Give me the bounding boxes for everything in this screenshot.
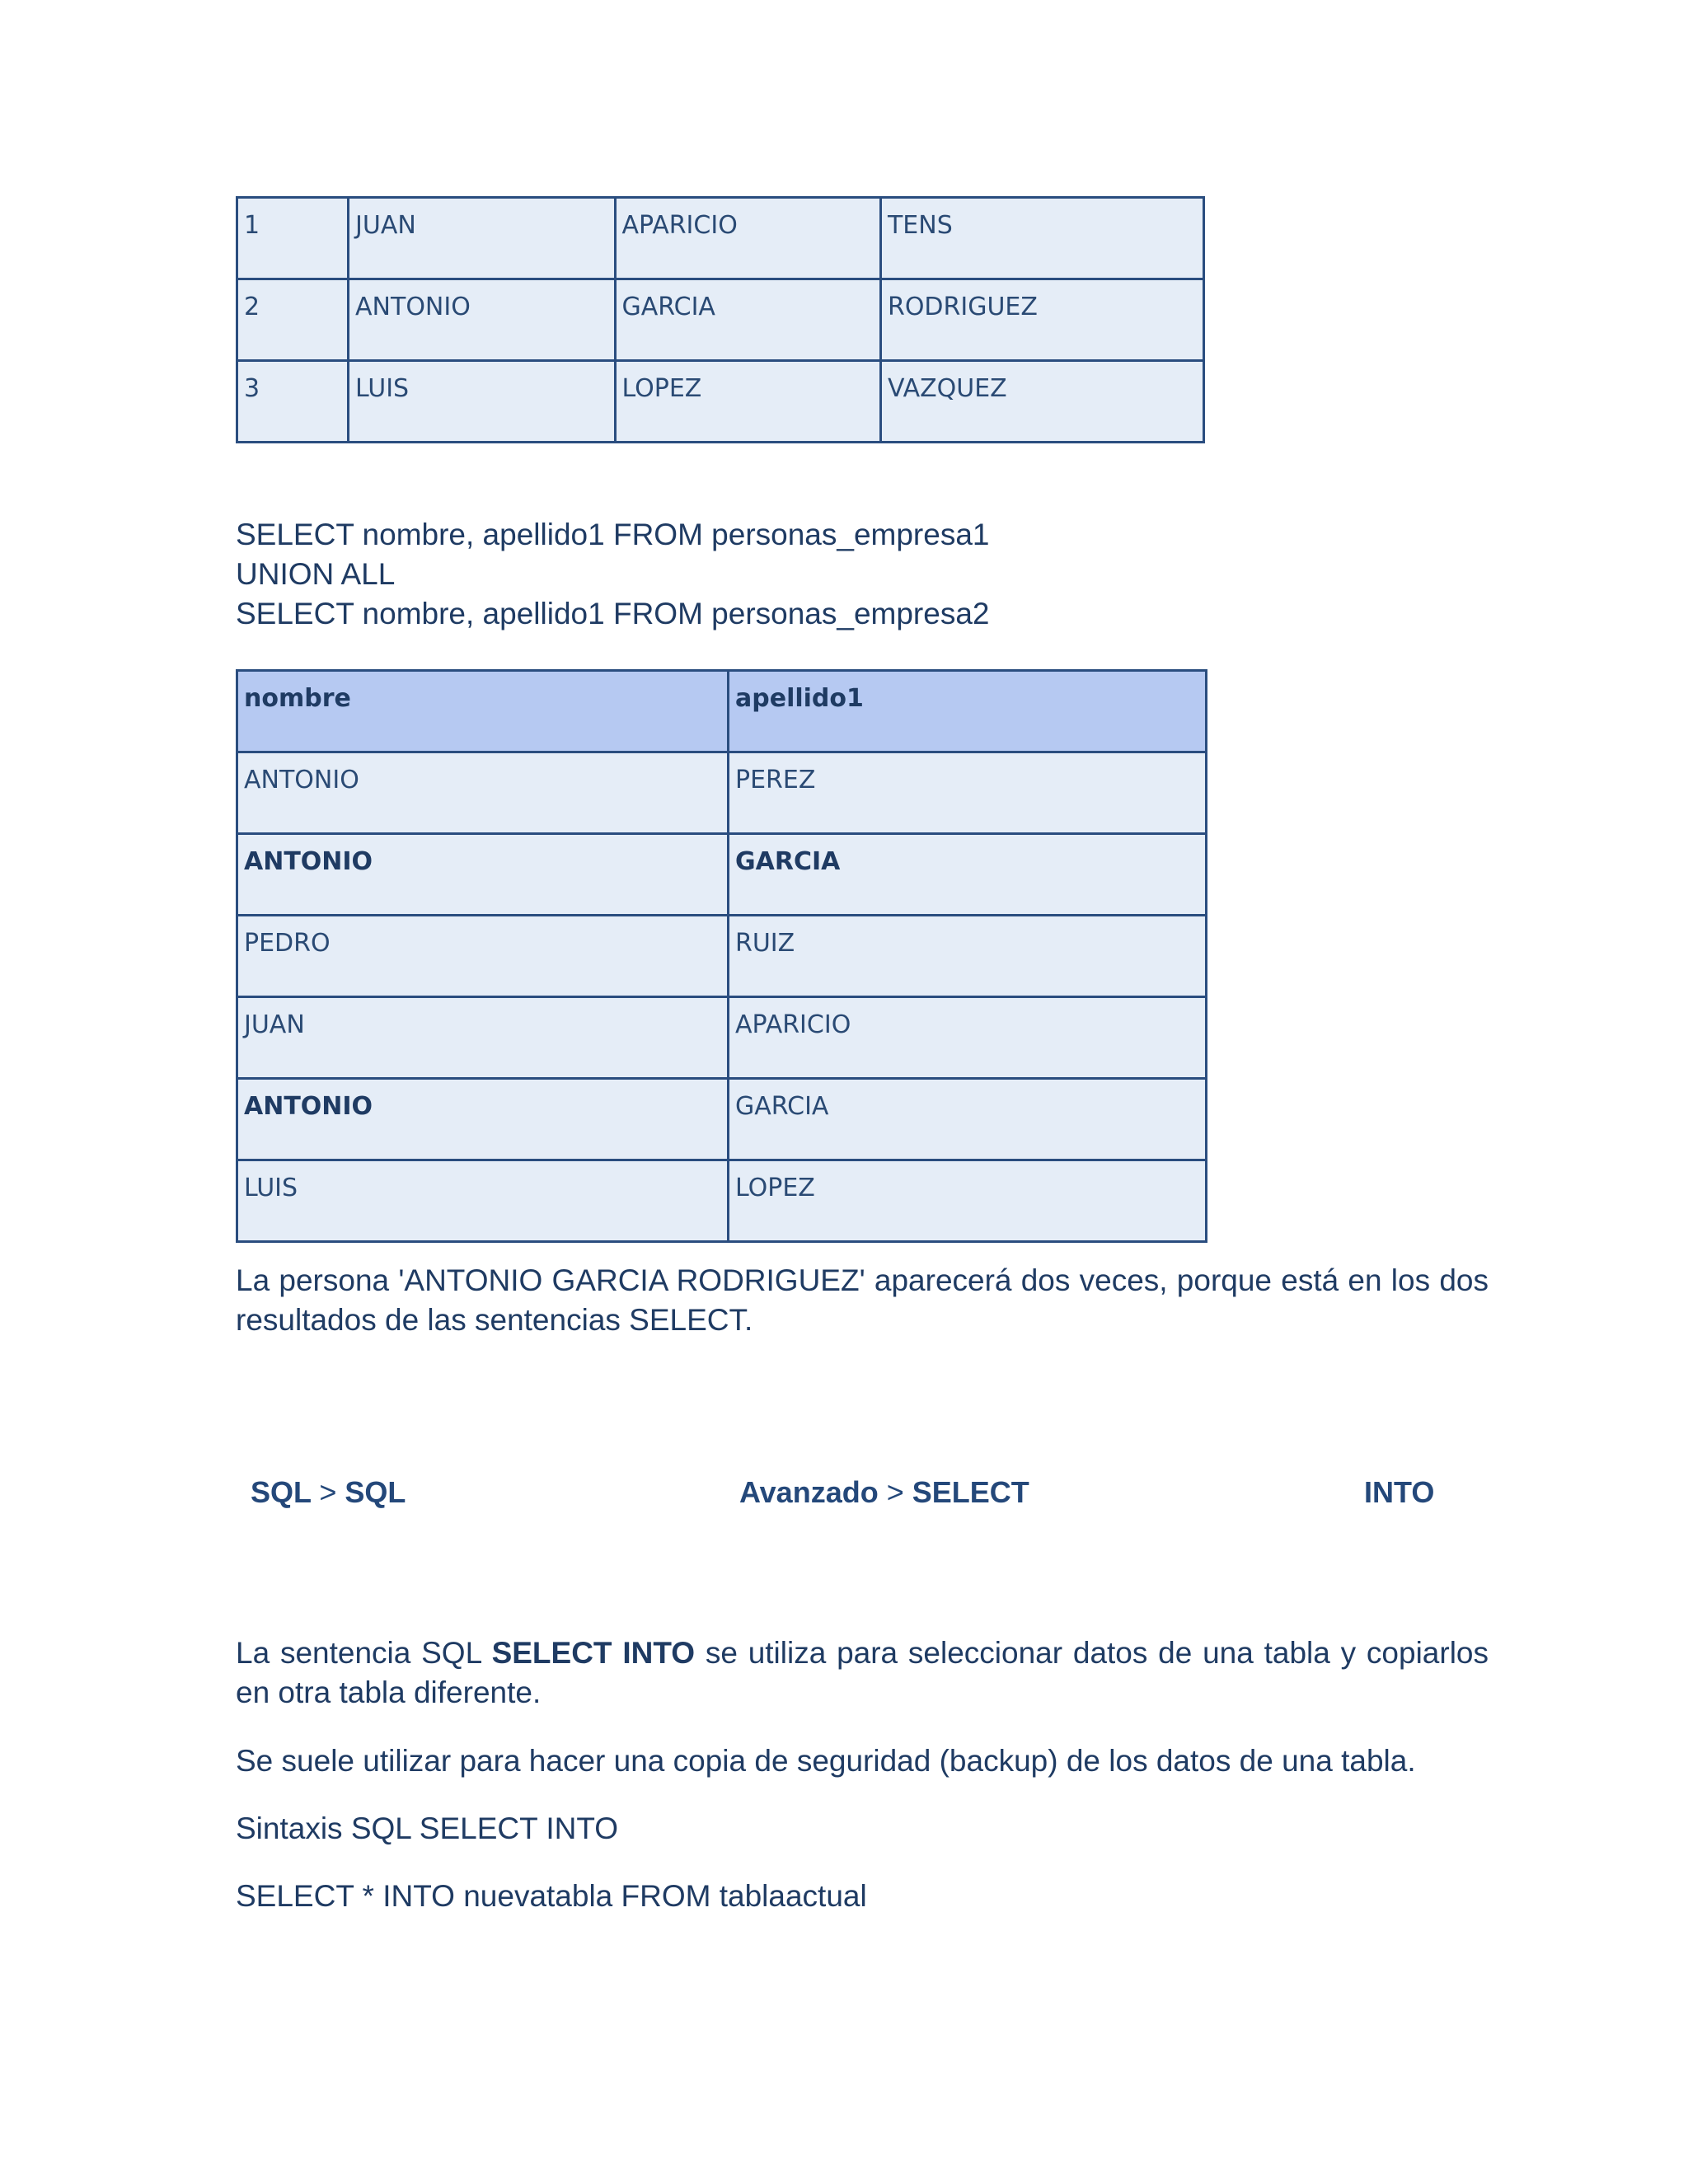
table-cell bbox=[880, 198, 1203, 279]
cell-text: 1 bbox=[244, 211, 260, 240]
query-line: SELECT nombre, apellido1 FROM personas_empresa1 bbox=[236, 518, 990, 551]
cell-text: PEREZ bbox=[735, 766, 816, 794]
cell-text: 2 bbox=[244, 293, 260, 321]
union-all-result-table bbox=[236, 669, 1207, 1243]
breadcrumb-part-2 bbox=[739, 1475, 1029, 1510]
query-line: UNION ALL bbox=[236, 557, 396, 591]
column-header-apellido1 bbox=[729, 671, 1207, 752]
intro-keyword: SELECT INTO bbox=[491, 1636, 696, 1670]
table-row bbox=[237, 198, 1204, 279]
intro-text: La sentencia SQL bbox=[236, 1636, 492, 1670]
table-header-row bbox=[237, 671, 1207, 752]
syntax-code: SELECT * INTO nuevatabla FROM tablaactual bbox=[236, 1879, 867, 1913]
cell-text: JUAN bbox=[355, 211, 416, 240]
table-cell bbox=[237, 1079, 729, 1160]
syntax-title: Sintaxis SQL SELECT INTO bbox=[236, 1811, 619, 1845]
breadcrumb-link-select[interactable]: SELECT bbox=[912, 1475, 1029, 1509]
table-row bbox=[237, 279, 1204, 361]
cell-text: RUIZ bbox=[735, 929, 795, 958]
cell-text: 3 bbox=[244, 374, 260, 403]
cell-text: LOPEZ bbox=[735, 1174, 815, 1202]
explanation-paragraph: La persona 'ANTONIO GARCIA RODRIGUEZ' aparecerá dos veces, porque está en los dos resultados de las sentencias SELECT. bbox=[236, 1263, 1489, 1337]
header-text: nombre bbox=[244, 684, 351, 713]
table-cell bbox=[615, 279, 880, 361]
cell-text: GARCIA bbox=[735, 847, 841, 876]
breadcrumb-link-into[interactable]: INTO bbox=[1364, 1475, 1435, 1509]
table-row bbox=[237, 361, 1204, 443]
table-cell bbox=[237, 997, 729, 1079]
table-cell bbox=[729, 916, 1207, 997]
cell-text: ANTONIO bbox=[244, 766, 359, 794]
cell-text: GARCIA bbox=[735, 1092, 829, 1121]
table-cell bbox=[237, 198, 349, 279]
column-header-nombre bbox=[237, 671, 729, 752]
intro-text: se utiliza para seleccionar datos de una tabla y copiarlos en otra tabla diferente. bbox=[236, 1636, 1489, 1709]
query-line: SELECT nombre, apellido1 FROM personas_empresa2 bbox=[236, 597, 990, 630]
breadcrumb-part-3 bbox=[1364, 1475, 1434, 1510]
table-row bbox=[237, 752, 1207, 834]
breadcrumb-part-1 bbox=[251, 1475, 406, 1510]
cell-text: RODRIGUEZ bbox=[887, 293, 1038, 321]
breadcrumb-link-avanzado[interactable]: Avanzado bbox=[739, 1475, 879, 1509]
select-into-intro bbox=[236, 1633, 1489, 1713]
table-cell bbox=[615, 198, 880, 279]
table-cell bbox=[237, 916, 729, 997]
backup-paragraph: Se suele utilizar para hacer una copia de seguridad (backup) de los datos de una tabla. bbox=[236, 1744, 1416, 1778]
cell-text: ANTONIO bbox=[355, 293, 471, 321]
cell-text: APARICIO bbox=[735, 1010, 851, 1039]
breadcrumb-link-sql[interactable]: SQL bbox=[251, 1475, 312, 1509]
table-cell bbox=[349, 198, 615, 279]
table-cell bbox=[237, 279, 349, 361]
breadcrumb-separator: > bbox=[319, 1475, 337, 1509]
cell-text: ANTONIO bbox=[244, 1092, 373, 1121]
table-cell bbox=[349, 279, 615, 361]
header-text: apellido1 bbox=[735, 684, 864, 713]
table-cell bbox=[237, 1160, 729, 1242]
table-cell bbox=[349, 361, 615, 443]
table-row bbox=[237, 834, 1207, 916]
persons-table-empresa2 bbox=[236, 196, 1205, 443]
table-cell bbox=[237, 361, 349, 443]
table-cell bbox=[880, 361, 1203, 443]
table-row bbox=[237, 1160, 1207, 1242]
table-cell bbox=[615, 361, 880, 443]
table-cell bbox=[729, 997, 1207, 1079]
cell-text: GARCIA bbox=[621, 293, 715, 321]
table-cell bbox=[729, 752, 1207, 834]
breadcrumb-separator: > bbox=[886, 1475, 904, 1509]
table-cell bbox=[729, 1079, 1207, 1160]
cell-text: JUAN bbox=[244, 1010, 305, 1039]
cell-text: LOPEZ bbox=[621, 374, 702, 403]
table-cell bbox=[729, 1160, 1207, 1242]
union-all-query bbox=[236, 515, 990, 634]
table-cell bbox=[237, 834, 729, 916]
table-cell bbox=[729, 834, 1207, 916]
cell-text: LUIS bbox=[244, 1174, 298, 1202]
breadcrumb-link-sql-2[interactable]: SQL bbox=[345, 1475, 406, 1509]
cell-text: TENS bbox=[887, 211, 953, 240]
cell-text: ANTONIO bbox=[244, 847, 373, 876]
table-row bbox=[237, 1079, 1207, 1160]
cell-text: APARICIO bbox=[621, 211, 738, 240]
table-row bbox=[237, 997, 1207, 1079]
cell-text: PEDRO bbox=[244, 929, 331, 958]
table-cell bbox=[880, 279, 1203, 361]
cell-text: VAZQUEZ bbox=[887, 374, 1007, 403]
cell-text: LUIS bbox=[355, 374, 410, 403]
table-row bbox=[237, 916, 1207, 997]
table-cell bbox=[237, 752, 729, 834]
